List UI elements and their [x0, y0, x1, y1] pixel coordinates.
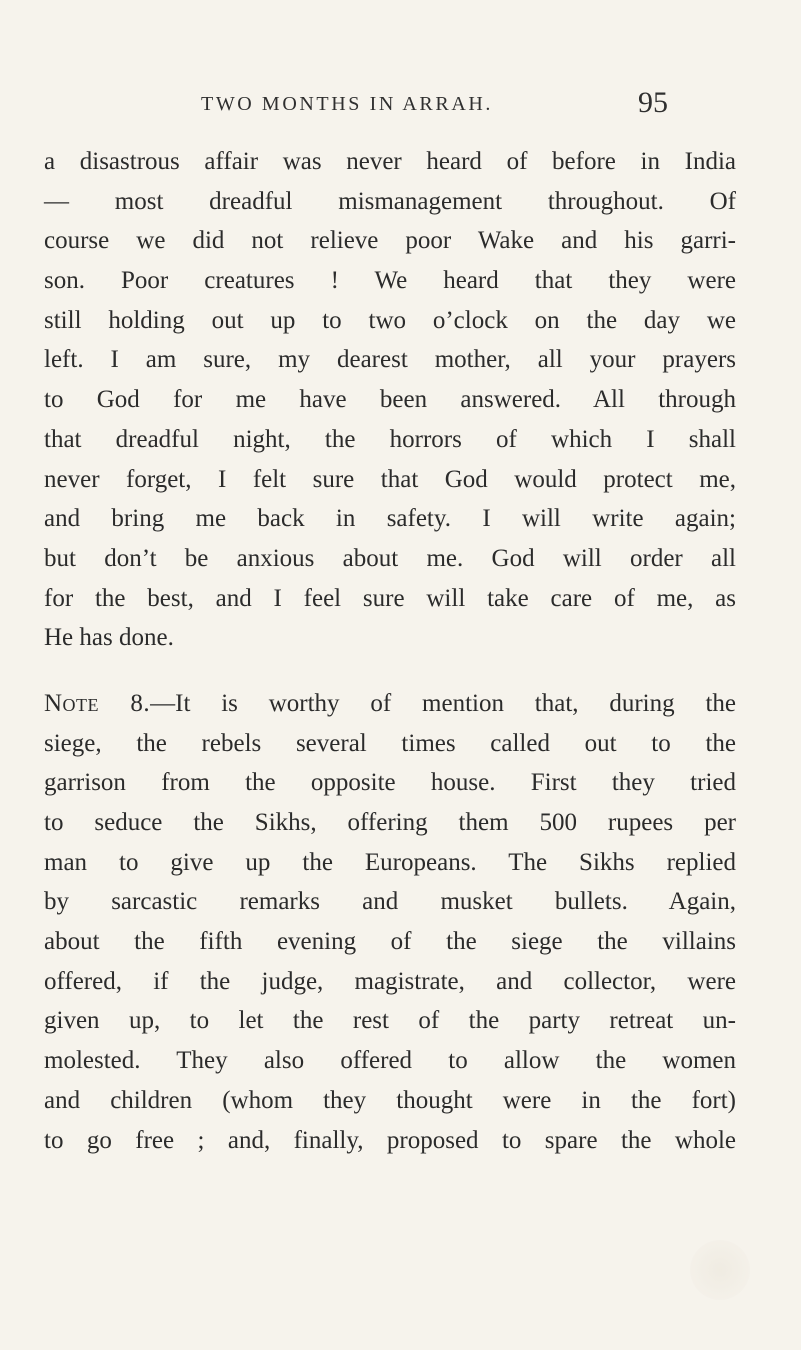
- note-label: Note 8.: [44, 689, 151, 717]
- page-number: 95: [638, 86, 668, 119]
- note-first-line: [44, 684, 736, 724]
- text-line: son. Poor creatures ! We heard that they were: [44, 267, 736, 295]
- running-head: [0, 86, 801, 122]
- text-line: that dreadful night, the horrors of which I shall: [44, 425, 736, 453]
- text-line: to go free ; and, finally, proposed to spare the whole: [44, 1126, 736, 1154]
- paper-stain: [690, 1240, 750, 1300]
- text-line: still holding out up to two o’clock on the day we: [44, 306, 736, 334]
- text-line: given up, to let the rest of the party retreat un-: [44, 1007, 736, 1035]
- text-line: course we did not relieve poor Wake and his garri-: [44, 227, 736, 255]
- text-line: never forget, I felt sure that God would protect me,: [44, 465, 736, 493]
- text-line: He has done.: [44, 624, 174, 652]
- text-line: but don’t be anxious about me. God will order all: [44, 544, 736, 572]
- paragraph-gap: [44, 658, 736, 684]
- paragraph-note-8: [44, 684, 736, 1160]
- text-line: garrison from the opposite house. First they tried: [44, 769, 736, 797]
- text-line: left. I am sure, my dearest mother, all your prayers: [44, 346, 736, 374]
- running-title: TWO MONTHS IN ARRAH.: [201, 93, 493, 115]
- text-line: for the best, and I feel sure will take care of me, as: [44, 584, 736, 612]
- text-line: siege, the rebels several times called out to the: [44, 729, 736, 757]
- text-line: and bring me back in safety. I will write again;: [44, 505, 736, 533]
- text-line: to God for me have been answered. All through: [44, 386, 736, 414]
- note-first-line-text: —It is worthy of mention that, during the: [150, 689, 736, 717]
- text-line: molested. They also offered to allow the women: [44, 1047, 736, 1075]
- body-text: [44, 142, 736, 1160]
- text-line: to seduce the Sikhs, offering them 500 rupees per: [44, 809, 736, 836]
- paragraph-letter: [44, 142, 736, 658]
- text-line: and children (whom they thought were in the fort): [44, 1086, 736, 1114]
- text-line: man to give up the Europeans. The Sikhs replied: [44, 848, 736, 876]
- text-line: by sarcastic remarks and musket bullets. Again,: [44, 888, 736, 916]
- text-line: about the fifth evening of the siege the villains: [44, 928, 736, 956]
- text-line: — most dreadful mismanagement throughout. Of: [44, 187, 736, 215]
- text-line: a disastrous affair was never heard of before in India: [44, 148, 736, 175]
- text-line: offered, if the judge, magistrate, and collector, were: [44, 967, 736, 995]
